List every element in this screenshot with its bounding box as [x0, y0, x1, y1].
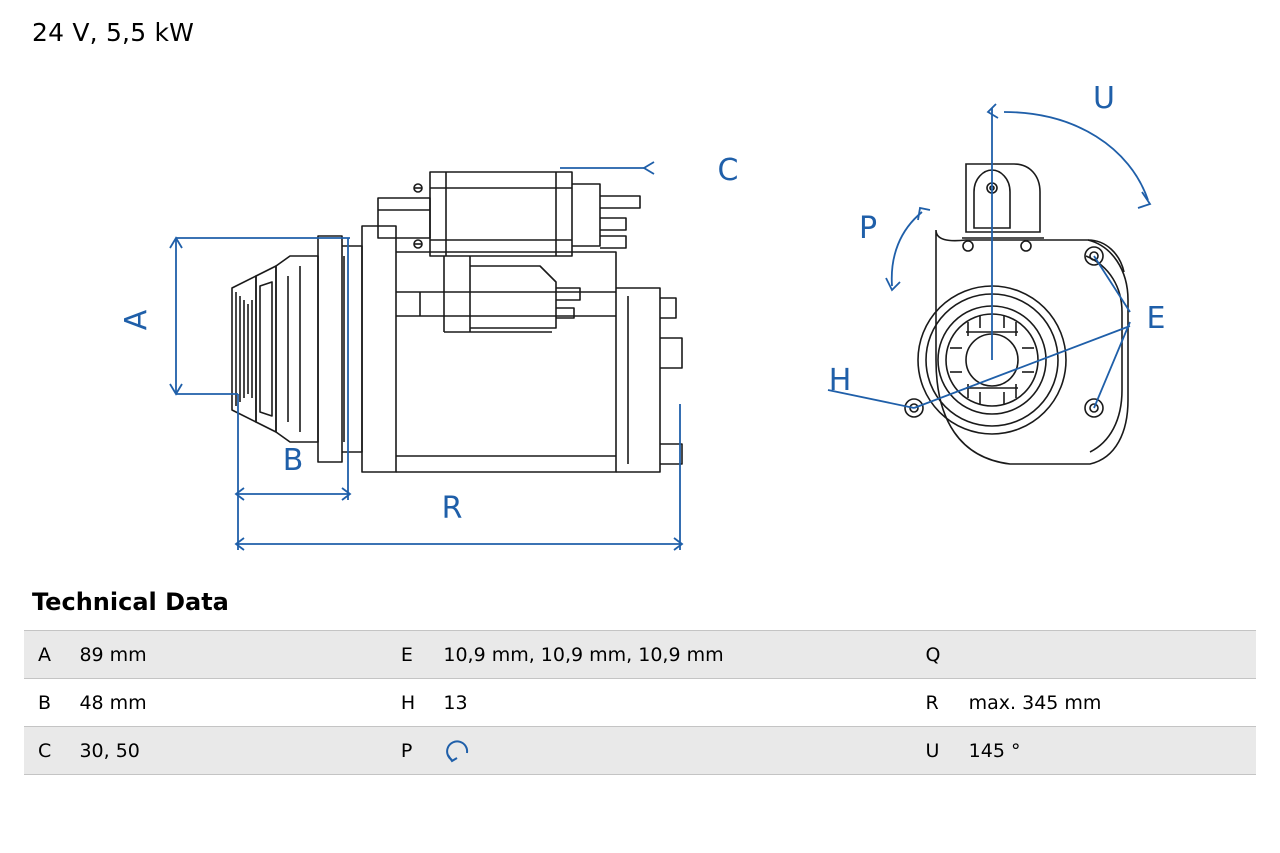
row-value-c: 30, 50 — [65, 727, 386, 775]
row-value-r: max. 345 mm — [955, 679, 1256, 727]
label-H: H — [828, 363, 852, 398]
row-key-a: A — [24, 631, 65, 679]
row-value-u: 145 ° — [955, 727, 1256, 775]
page-title: 24 V, 5,5 kW — [32, 18, 195, 47]
row-value-h: 13 — [429, 679, 911, 727]
row-key-p: P — [387, 727, 429, 775]
label-B: B — [282, 443, 304, 478]
label-P: P — [858, 211, 878, 246]
row-value-p — [429, 727, 911, 775]
label-R: R — [441, 491, 463, 526]
front-view-outline — [905, 164, 1128, 464]
side-view-outline — [232, 172, 682, 472]
table-row — [24, 631, 1256, 679]
row-value-b: 48 mm — [65, 679, 386, 727]
rotation-arrow-icon — [443, 737, 473, 765]
row-key-b: B — [24, 679, 65, 727]
technical-data-heading: Technical Data — [32, 588, 229, 616]
row-key-e: E — [387, 631, 429, 679]
row-key-u: U — [911, 727, 954, 775]
annotation-lines-front-view — [828, 104, 1150, 408]
label-U: U — [1093, 81, 1115, 116]
label-E: E — [1146, 301, 1166, 336]
label-C: C — [717, 153, 739, 188]
row-value-e: 10,9 mm, 10,9 mm, 10,9 mm — [429, 631, 911, 679]
dimension-labels-side-view — [119, 153, 738, 526]
row-value-q — [955, 631, 1256, 679]
row-key-c: C — [24, 727, 65, 775]
table-row — [24, 727, 1256, 775]
label-A: A — [119, 309, 154, 331]
row-value-a: 89 mm — [65, 631, 386, 679]
table-row — [24, 679, 1256, 727]
technical-data-table — [24, 630, 1256, 775]
row-key-h: H — [387, 679, 429, 727]
row-key-q: Q — [911, 631, 954, 679]
dimension-lines-side-view — [170, 162, 682, 550]
starter-motor-technical-drawing — [0, 60, 1280, 580]
row-key-r: R — [911, 679, 954, 727]
